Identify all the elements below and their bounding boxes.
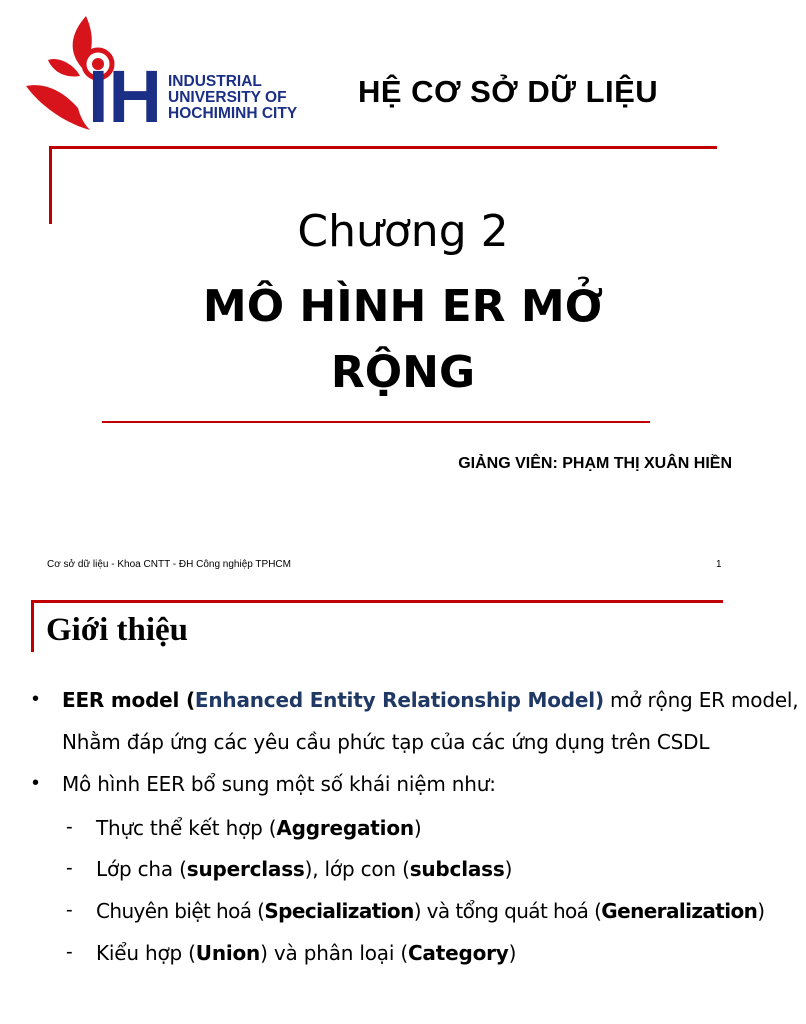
bullet-marker: • xyxy=(32,688,40,710)
logo-text-line-2: UNIVERSITY OF xyxy=(168,89,287,106)
subitem-text: ) xyxy=(508,941,517,965)
subitem-term: Aggregation xyxy=(276,816,414,840)
subitem-text: ) và tổng quát hoá ( xyxy=(413,899,602,923)
dash-marker: - xyxy=(66,941,73,963)
bullet-marker: • xyxy=(32,772,40,794)
slide-footer: Cơ sở dữ liệu - Khoa CNTT - ĐH Công nghiệp TPHCM xyxy=(47,559,291,570)
subitem-term: Specialization xyxy=(264,899,414,923)
subitem-text: Chuyên biệt hoá ( xyxy=(96,899,265,923)
subitem-text: Kiểu hợp ( xyxy=(96,941,196,965)
subitem-term: subclass xyxy=(409,857,505,881)
section-frame-left-line xyxy=(31,600,34,652)
lecturer-name: GIẢNG VIÊN: PHẠM THỊ XUÂN HIỀN xyxy=(458,455,732,472)
subitem-superclass xyxy=(96,857,512,881)
subitem-term: Union xyxy=(195,941,261,965)
subitem-aggregation xyxy=(96,816,422,840)
chapter-title xyxy=(0,274,806,406)
course-title: HỆ CƠ SỞ DỮ LIỆU xyxy=(358,74,659,109)
dash-marker: - xyxy=(66,899,73,921)
title-underline xyxy=(102,421,650,423)
university-logo xyxy=(18,12,318,138)
page-number: 1 xyxy=(716,559,722,570)
bullet-1-line-1 xyxy=(62,688,798,712)
title-frame-top-line xyxy=(50,146,717,149)
section-title: Giới thiệu xyxy=(46,612,189,648)
subitem-text: ) xyxy=(757,899,765,923)
subitem-text: Lớp cha ( xyxy=(96,857,187,881)
chapter-number: Chương 2 xyxy=(297,206,509,257)
subitem-text: ) và phân loại ( xyxy=(260,941,408,965)
chapter-title-line-2: RỘNG xyxy=(330,347,476,398)
dash-marker: - xyxy=(66,857,73,879)
subitem-term: Generalization xyxy=(601,899,758,923)
eer-term-full: Enhanced Entity Relationship Model) xyxy=(194,688,604,712)
subitem-text: ), lớp con ( xyxy=(304,857,410,881)
bullet-1-line-2: Nhằm đáp ứng các yêu cầu phức tạp của các ứng dụng trên CSDL xyxy=(62,730,710,754)
dash-marker: - xyxy=(66,816,73,838)
subitem-specialization xyxy=(96,899,765,923)
eer-term: EER model ( xyxy=(62,688,195,712)
logo-letters: IH xyxy=(88,55,162,138)
logo-text-line-1: INDUSTRIAL xyxy=(168,73,262,90)
subitem-text: Thực thể kết hợp ( xyxy=(96,816,277,840)
section-frame-top-line xyxy=(33,600,723,603)
subitem-term: superclass xyxy=(186,857,305,881)
bullet-2-text: Mô hình EER bổ sung một số khái niệm như: xyxy=(62,772,496,796)
subitem-term: Category xyxy=(407,941,509,965)
chapter-title-line-1: MÔ HÌNH ER MỞ xyxy=(202,281,604,332)
subitem-text: ) xyxy=(413,816,422,840)
eer-description: mở rộng ER model, xyxy=(603,688,799,712)
subitem-union xyxy=(96,941,516,965)
subitem-text: ) xyxy=(504,857,513,881)
logo-text-line-3: HOCHIMINH CITY xyxy=(168,105,298,122)
